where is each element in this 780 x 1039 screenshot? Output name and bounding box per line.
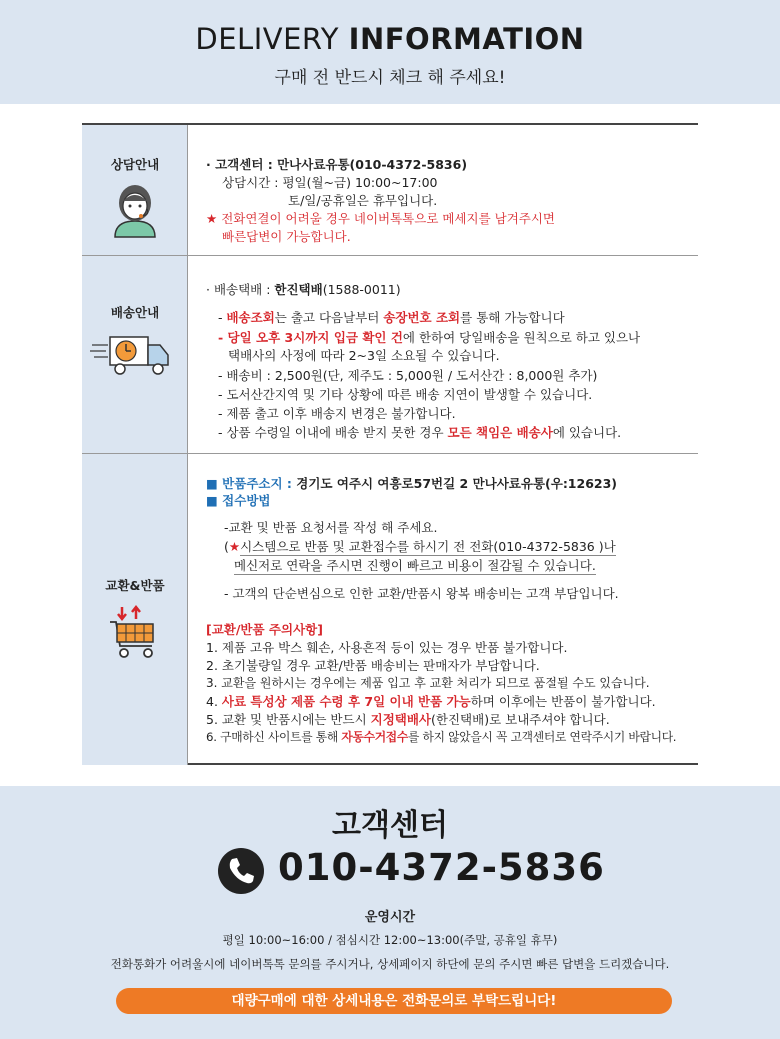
- shipping-line-3: 택배사의 사정에 따라 2~3일 소요될 수 있습니다.: [228, 348, 500, 363]
- shipping-line-4: - 배송비 : 2,500원(단, 제주도 : 5,000원 / 도서산간 : 8,000원 추가): [218, 368, 598, 383]
- bulk-order-banner: 대량구매에 대한 상세내용은 전화문의로 부탁드립니다!: [116, 988, 672, 1014]
- shipping-label: 배송안내: [110, 305, 160, 320]
- consult-hours-2: 토/일/공휴일은 휴무입니다.: [288, 193, 438, 208]
- shipping-label-cell: [82, 256, 188, 453]
- returns-method-3: 메신저로 연락을 주시면 진행이 빠르고 비용이 절감될 수 있습니다.: [234, 558, 596, 573]
- header-band: [0, 0, 780, 104]
- returns-row: [82, 454, 698, 765]
- returns-label-cell: [82, 454, 188, 765]
- shipping-line-7: - 상품 수령일 이내에 배송 받지 못한 경우 모든 책임은 배송사에 있습니다.: [218, 425, 622, 440]
- square-bullet-icon: ■: [206, 493, 218, 508]
- returns-method-2: (★시스템으로 반품 및 교환접수를 하시기 전 전화(010-4372-5836 )나: [224, 539, 616, 554]
- returns-content: [188, 454, 698, 765]
- returns-address: 경기도 여주시 여흥로57번길 2 만나사료유통(우:12623): [296, 476, 618, 491]
- consult-label-cell: [82, 125, 188, 255]
- hours-text: 평일 10:00~16:00 / 점심시간 12:00~13:00(주말, 공휴일 휴무): [222, 933, 558, 947]
- phone-number[interactable]: 010-4372-5836: [278, 846, 605, 889]
- page-title: [0, 22, 780, 56]
- square-bullet-icon: ■: [206, 476, 218, 491]
- consult-note-1: 전화연결이 어려울 경우 네이버톡톡으로 메세지를 남겨주시면: [217, 211, 556, 226]
- consult-note-2: 빠른답변이 가능합니다.: [222, 229, 351, 244]
- shipping-line-1: - 배송조회는 출고 다음날부터 송장번호 조회를 통해 가능합니다: [218, 310, 565, 325]
- consult-row: [82, 125, 698, 256]
- shipping-row: [82, 256, 698, 454]
- caution-2: 2. 초기불량일 경우 교환/반품 배송비는 판매자가 부담합니다.: [206, 658, 540, 673]
- page-subtitle: 구매 전 반드시 체크 해 주세요!: [274, 68, 506, 88]
- caution-4: 4. 사료 특성상 제품 수령 후 7일 이내 반품 가능하며 이후에는 반품이 불가합니다.: [206, 694, 656, 709]
- caution-6: 6. 구매하신 사이트를 통해 자동수거접수를 하지 않았을시 꼭 고객센터로 연락주시기 바랍니다.: [206, 730, 677, 744]
- shipping-line-2: - 당일 오후 3시까지 입금 확인 건에 한하여 당일배송을 원칙으로 하고 있으나: [218, 330, 641, 345]
- courier-name: 한진택배: [274, 282, 323, 297]
- star-icon: ★: [228, 539, 241, 554]
- phone-icon: [218, 848, 264, 894]
- caution-title: [교환/반품 주의사항]: [206, 622, 323, 637]
- courier-prefix: · 배송택배 :: [206, 282, 275, 297]
- shopping-cart-icon: [108, 604, 158, 660]
- shipping-content: [188, 256, 698, 453]
- caution-1: 1. 제품 고유 박스 훼손, 사용흔적 등이 있는 경우 반품 불가합니다.: [206, 640, 568, 655]
- delivery-truck-icon: [90, 331, 174, 377]
- courier-tel: (1588-0011): [322, 282, 401, 297]
- shipping-line-5: - 도서산간지역 및 기타 상황에 따른 배송 지연이 발생할 수 있습니다.: [218, 387, 593, 402]
- title-bold: INFORMATION: [348, 22, 585, 56]
- shipping-line-6: - 제품 출고 이후 배송지 변경은 불가합니다.: [218, 406, 456, 421]
- star-icon: ★: [206, 211, 218, 226]
- consult-content: [188, 125, 698, 255]
- customer-center-title: 고객센터: [332, 808, 448, 843]
- caution-5: 5. 교환 및 반품시에는 반드시 지정택배사(한진택배)로 보내주셔야 합니다.: [206, 712, 610, 727]
- consult-label: 상담안내: [110, 157, 160, 172]
- hours-title: 운영시간: [364, 910, 416, 925]
- customer-center-band: [0, 786, 780, 1039]
- consult-hours-1: 상담시간 : 평일(월~금) 10:00~17:00: [222, 175, 438, 190]
- consult-center: 고객센터 : 만나사료유통(010-4372-5836): [215, 157, 468, 172]
- consult-bullet: ·: [206, 157, 216, 172]
- phone-block: [0, 846, 780, 896]
- title-light: DELIVERY: [195, 22, 339, 56]
- returns-method-4: - 고객의 단순변심으로 인한 교환/반품시 왕복 배송비는 고객 부담입니다.: [224, 586, 619, 601]
- returns-method-label: 접수방법: [217, 493, 271, 508]
- info-table: [82, 123, 698, 765]
- contact-note: 전화통화가 어려울시에 네이버톡톡 문의를 주시거나, 상세페이지 하단에 문의 주시면 빠른 답변을 드리겠습니다.: [110, 957, 670, 971]
- returns-label: 교환&반품: [105, 578, 165, 593]
- returns-method-1: -교환 및 반품 요청서를 작성 해 주세요.: [224, 520, 438, 535]
- caution-3: 3. 교환을 원하시는 경우에는 제품 입고 후 교환 처리가 되므로 품절될 수도 있습니다.: [206, 676, 650, 690]
- consultant-avatar-icon: [110, 179, 160, 239]
- returns-address-label: 반품주소지 :: [217, 476, 297, 491]
